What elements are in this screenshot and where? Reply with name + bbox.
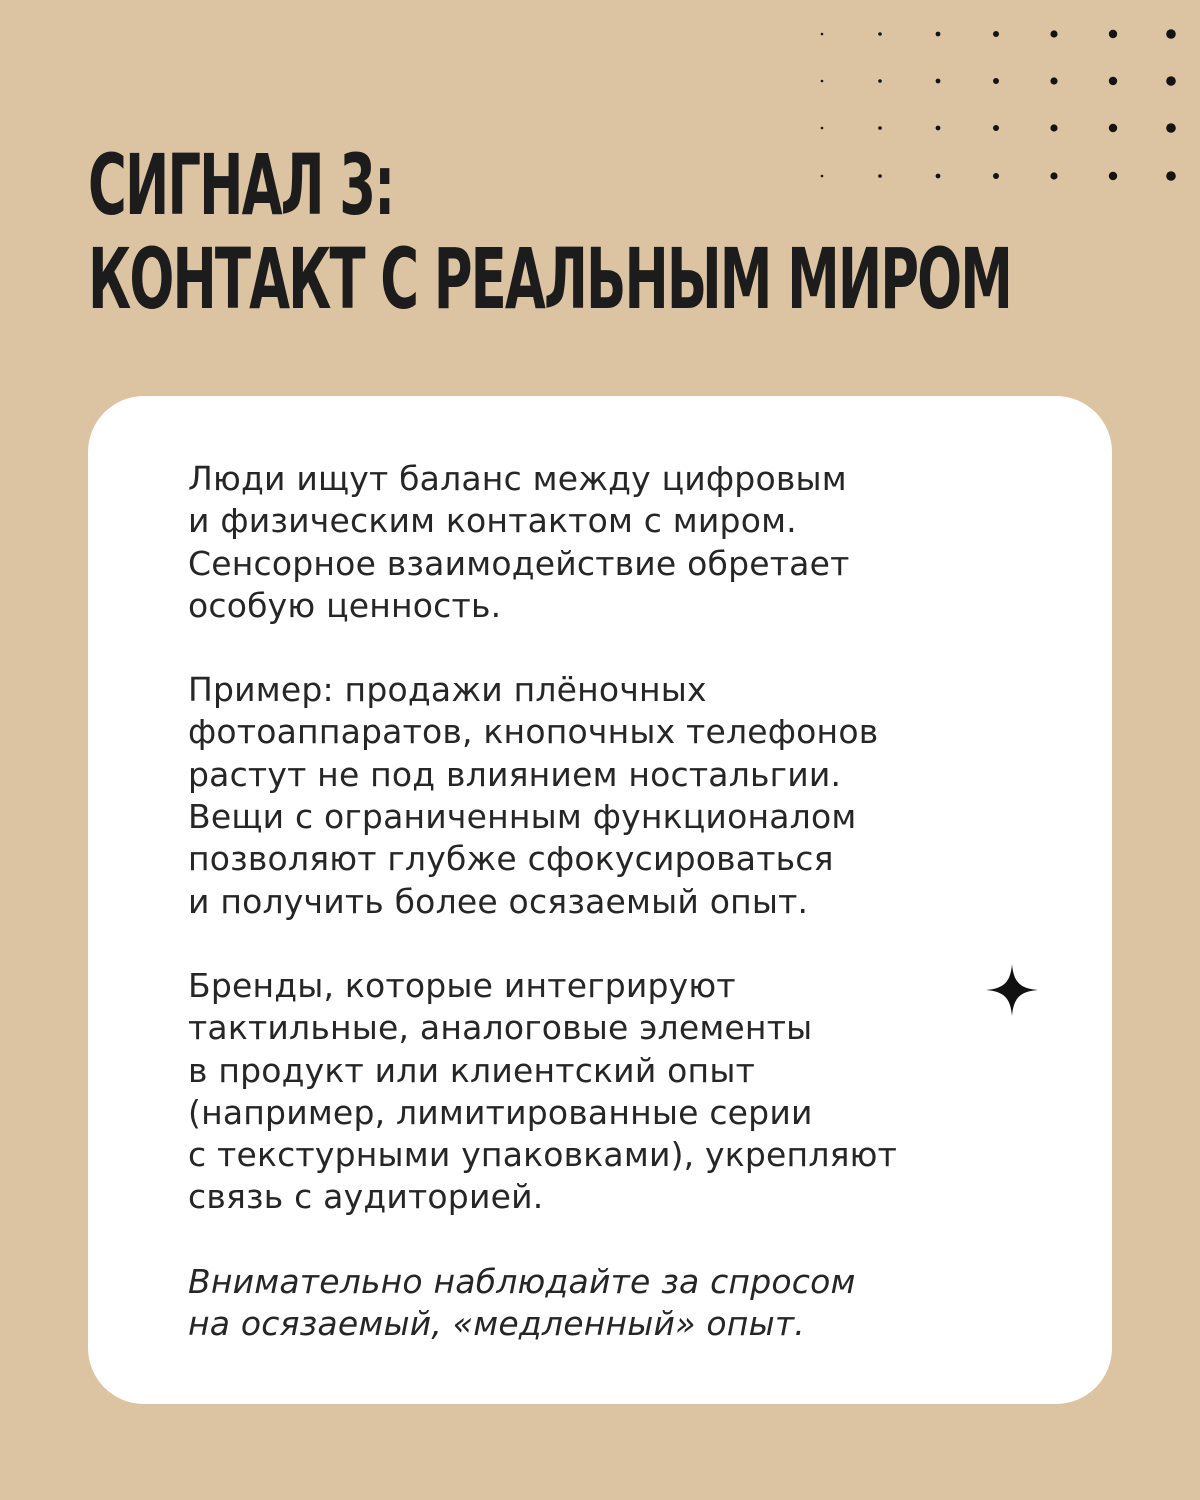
dot xyxy=(1109,77,1117,85)
content-card xyxy=(88,396,1112,1404)
dot xyxy=(993,125,999,131)
dot xyxy=(878,126,882,130)
dot xyxy=(993,31,999,37)
text-line: и получить более осязаемый опыт. xyxy=(188,881,809,921)
text-line: и физическим контактом с миром. xyxy=(188,501,797,541)
title-line-2: КОНТАКТ С РЕАЛЬНЫМ МИРОМ xyxy=(88,230,1012,328)
text-line: Сенсорное взаимодействие обретает xyxy=(188,543,850,583)
dot xyxy=(1109,30,1117,38)
dot xyxy=(1050,172,1057,179)
dot xyxy=(936,126,941,131)
text-line: растут не под влиянием ностальгии. xyxy=(188,754,842,794)
text-line: особую ценность. xyxy=(188,585,502,625)
text-line: позволяют глубже сфокусироваться xyxy=(188,839,834,879)
dot xyxy=(936,32,941,37)
dot xyxy=(993,78,999,84)
page-title xyxy=(88,138,1011,326)
text-line: связь с аудиторией. xyxy=(188,1177,544,1217)
dot xyxy=(821,33,824,36)
text-line: на осязаемый, «медленный» опыт. xyxy=(188,1304,805,1344)
dot xyxy=(1109,124,1117,132)
dot xyxy=(936,79,941,84)
text-line: Люди ищут баланс между цифровым xyxy=(188,459,847,498)
paragraph-brands xyxy=(188,965,988,1219)
dot xyxy=(1050,124,1057,131)
text-line: Внимательно наблюдайте за спросом xyxy=(188,1261,856,1301)
text-line: Вещи с ограниченным функционалом xyxy=(188,797,857,837)
dot xyxy=(1050,77,1057,84)
dot xyxy=(1109,172,1117,180)
text-line: Бренды, которые интегрируют xyxy=(188,965,736,1005)
text-line: (например, лимитированные серии xyxy=(188,1092,813,1132)
dot xyxy=(878,32,882,36)
paragraph-example xyxy=(188,669,988,923)
card-body xyxy=(188,458,988,1345)
dot xyxy=(878,79,882,83)
dot xyxy=(821,80,824,83)
dot xyxy=(1166,171,1176,181)
dot xyxy=(1166,123,1176,133)
paragraph-intro xyxy=(188,458,988,627)
dot xyxy=(1166,76,1176,86)
dot xyxy=(1050,30,1057,37)
text-line: фотоаппаратов, кнопочных телефонов xyxy=(188,712,879,752)
four-point-star-icon xyxy=(984,962,1040,1018)
title-line-1: СИГНАЛ 3: xyxy=(88,136,394,234)
text-line: в продукт или клиентский опыт xyxy=(188,1050,755,1090)
italic-note xyxy=(188,1261,988,1346)
text-line: Пример: продажи плёночных xyxy=(188,670,707,710)
dot xyxy=(821,127,824,130)
text-line: тактильные, аналоговые элементы xyxy=(188,1008,813,1048)
dot xyxy=(1166,29,1176,39)
text-line: с текстурными упаковками), укрепляют xyxy=(188,1135,898,1175)
